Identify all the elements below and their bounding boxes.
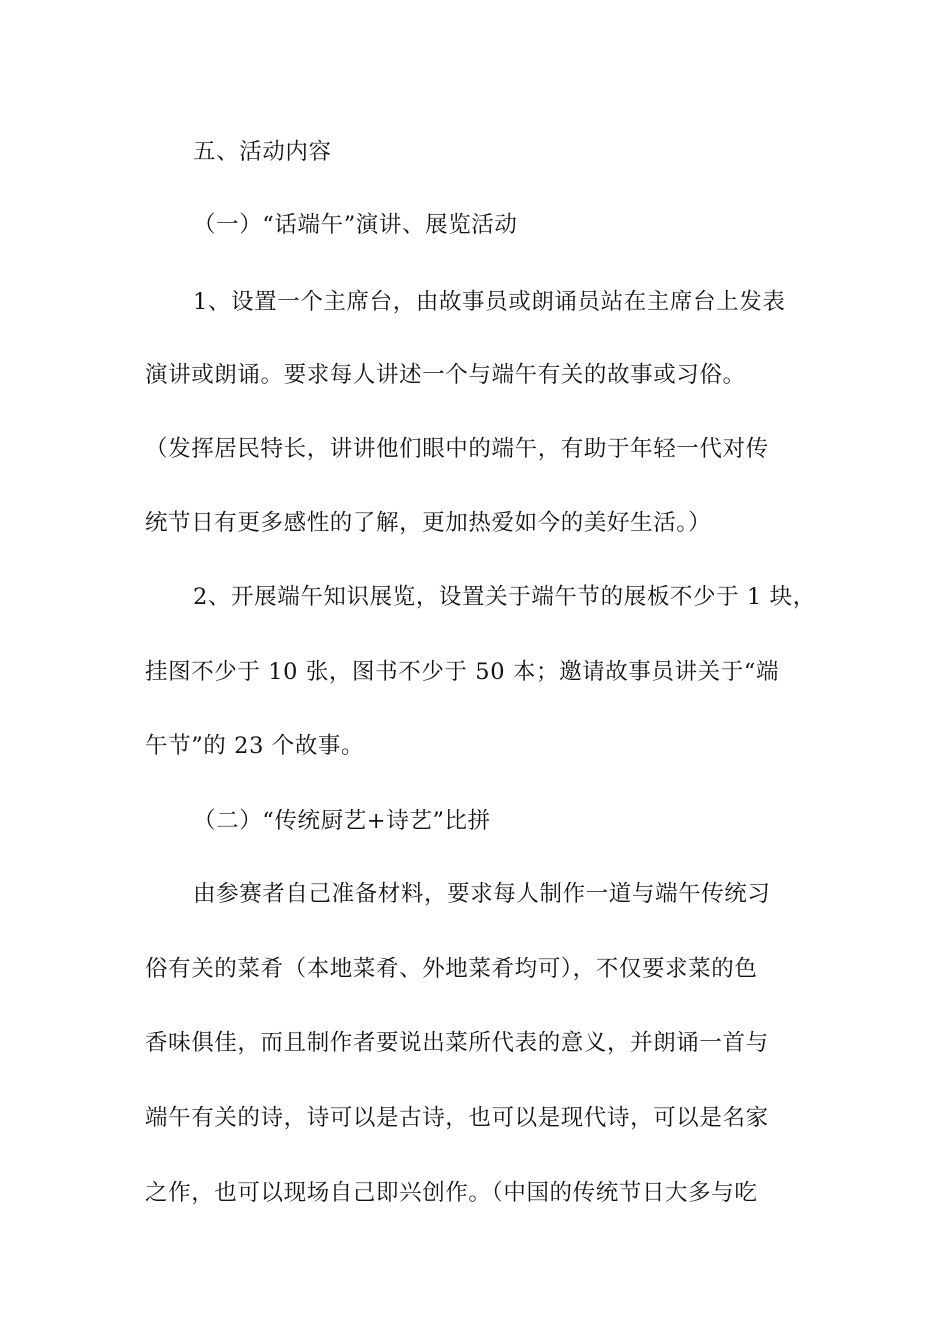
paragraph-line: 俗有关的菜肴（本地菜肴、外地菜肴均可），不仅要求菜的色 bbox=[145, 956, 758, 982]
paragraph-line: 1、设置一个主席台，由故事员或朗诵员站在主席台上发表 bbox=[193, 289, 786, 315]
paragraph-line: （发挥居民特长，讲讲他们眼中的端午，有助于年轻一代对传 bbox=[145, 436, 769, 462]
paragraph-line: 端午有关的诗，诗可以是古诗，也可以是现代诗，可以是名家 bbox=[145, 1105, 769, 1131]
subsection-1-heading: （一）“话端午”演讲、展览活动 bbox=[193, 212, 518, 238]
paragraph-line: 挂图不少于 10 张，图书不少于 50 本；邀请故事员讲关于“端 bbox=[145, 659, 780, 685]
section-heading: 五、活动内容 bbox=[193, 139, 332, 165]
paragraph-line: 演讲或朗诵。要求每人讲述一个与端午有关的故事或习俗。 bbox=[145, 362, 746, 388]
paragraph-line: 由参赛者自己准备材料，要求每人制作一道与端午传统习 bbox=[193, 881, 771, 907]
paragraph-line: 2、开展端午知识展览，设置关于端午节的展板不少于 1 块， bbox=[193, 584, 816, 610]
subsection-2-heading: （二）“传统厨艺+诗艺”比拼 bbox=[193, 808, 491, 834]
paragraph-line: 午节”的 23 个故事。 bbox=[145, 733, 365, 759]
paragraph-line: 之作，也可以现场自己即兴创作。（中国的传统节日大多与吃 bbox=[145, 1180, 758, 1206]
paragraph-line: 香味俱佳，而且制作者要说出菜所代表的意义，并朗诵一首与 bbox=[145, 1030, 769, 1056]
paragraph-line: 统节日有更多感性的了解，更加热爱如今的美好生活。） bbox=[145, 510, 712, 536]
